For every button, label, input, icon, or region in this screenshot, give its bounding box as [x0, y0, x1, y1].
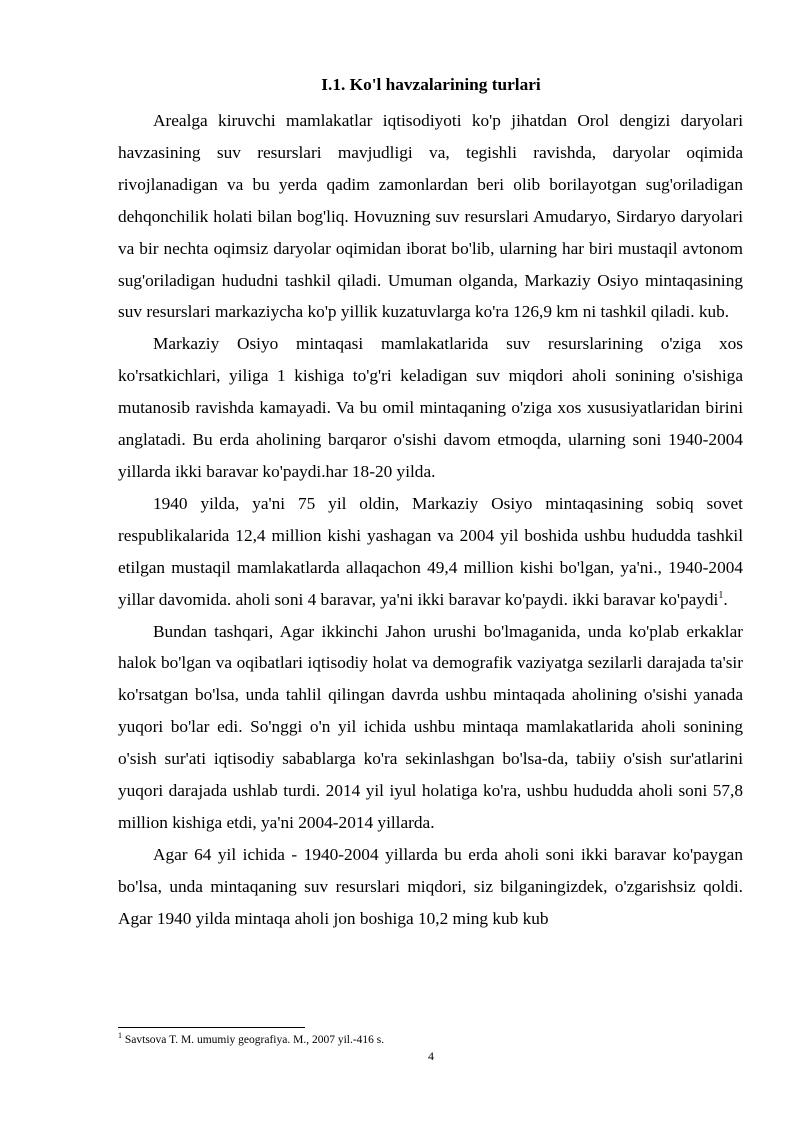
footnote-marker: 1 [118, 1031, 122, 1041]
paragraph-5: Agar 64 yil ichida - 1940-2004 yillarda bu erda aholi soni ikki baravar ko'paygan bo'lsa, unda mintaqaning suv resurslari miqdori, siz bilganingizdek, o'zgarishsiz qoldi. Agar 1940 yilda mintaqa aholi jon boshiga 10,2 ming kub kub [118, 844, 743, 928]
footnote-text: Savtsova T. M. umumiy geografiya. M., 2007 yil.-416 s. [124, 1034, 385, 1046]
paragraph-4: Bundan tashqari, Agar ikkinchi Jahon urushi bo'lmaganida, unda ko'plab erkaklar halok bo'lgan va oqibatlari iqtisodiy holat va demografik vaziyatga sezilarli darajada ta'sir ko'rsatgan bo'lsa, unda tahlil qilingan davrda ushbu mintaqada aholining o'sishi yanada yuqori bo'lar edi. So'nggi o'n yil ichida ushbu mintaqa mamlakatlarida aholi sonining o'sish sur'ati iqtisodiy sabablarga ko'ra sekinlashgan bo'lsa-da, tabiiy o'sish sur'atlarini yuqori darajada ushlab turdi. 2014 yil iyul holatiga ko'ra, ushbu hududda aholi soni 57,8 million kishiga etdi, ya'ni 2004-2014 yillarda. [118, 621, 743, 832]
footnote-separator [118, 1027, 305, 1028]
paragraph-3-text: 1940 yilda, ya'ni 75 yil oldin, Markaziy Osiyo mintaqasining sobiq sovet respublikalarida 12,4 million kishi yashagan va 2004 yil boshida ushbu hududda tashkil etilgan mustaqil mamlakatlarda allaqachon 49,4 million kishi bo'lgan, ya'ni., 1940-2004 yillar davomida. aholi soni 4 baravar, ya'ni ikki baravar ko'paydi. ikki baravar ko'paydi [118, 493, 743, 609]
paragraph-1: Arealga kiruvchi mamlakatlar iqtisodiyoti ko'p jihatdan Orol dengizi daryolari havzasining suv resurslari mavjudligi va, tegishli ravishda, daryolar oqimida rivojlanadigan va bu yerda qadim zamonlardan beri olib borilayotgan sug'oriladigan dehqonchilik holati bilan bog'liq. Hovuzning suv resurslari Amudaryo, Sirdaryo daryolari va bir nechta oqimsiz daryolar oqimidan iborat bo'lib, ularning har biri mustaqil avtonom sug'oriladigan hududni tashkil qiladi. Umuman olganda, Markaziy Osiyo mintaqasining suv resurslari markaziycha ko'p yillik kuzatuvlarga ko'ra 126,9 km ni tashkil qiladi. kub. [118, 111, 743, 322]
paragraph-2: Markaziy Osiyo mintaqasi mamlakatlarida suv resurslarining o'ziga xos ko'rsatkichlari, yiliga 1 kishiga to'g'ri keladigan suv miqdori aholi sonining o'sishiga mutanosib ravishda kamayadi. Va bu omil mintaqaning o'ziga xos xususiyatlaridan birini anglatadi. Bu erda aholining barqaror o'sishi davom etmoqda, ularning soni 1940-2004 yillarda ikki baravar ko'paydi.har 18-20 yilda. [118, 334, 743, 481]
section-heading: I.1. Ko'l havzalarining turlari [321, 75, 541, 94]
paragraph-3 [118, 488, 743, 616]
paragraph-3-end: . [723, 589, 728, 609]
footnote-reference[interactable]: 1 [718, 589, 724, 601]
body-text [118, 105, 743, 935]
page-number: 4 [428, 1049, 434, 1063]
footnote [118, 1033, 744, 1048]
